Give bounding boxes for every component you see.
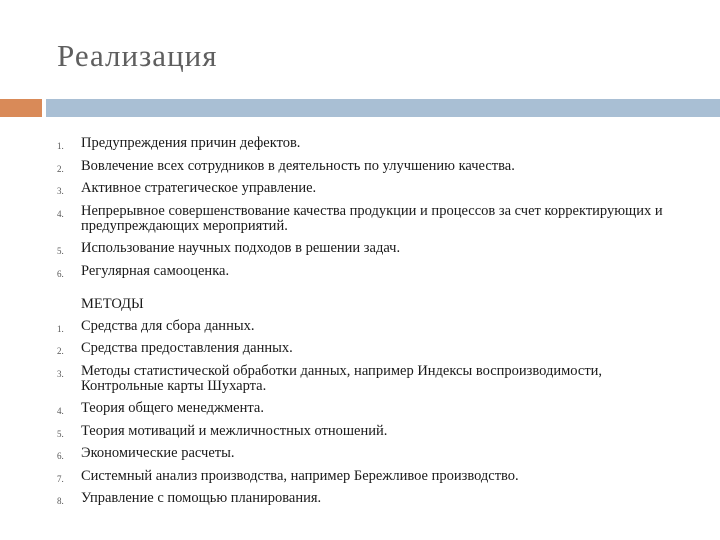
list-item: [0, 204, 720, 234]
list-item: [0, 401, 720, 416]
title-divider-bar: [46, 99, 720, 117]
list-item-text: Вовлечение всех сотрудников в деятельность по улучшению качества.: [81, 157, 515, 174]
list-item: [0, 469, 720, 484]
list-number: 2.: [57, 163, 64, 174]
list-item: [0, 181, 720, 196]
list-item-text: Активное стратегическое управление.: [81, 180, 317, 196]
slide-content: [0, 136, 720, 514]
list-item-text: Теория общего менеджмента.: [81, 400, 264, 416]
list-item: [0, 159, 720, 174]
list-item-text: Непрерывное совершенствование качества продукции и процессов за счет корректирующих и предупреждающих мероприятий.: [81, 202, 663, 234]
list-item-text: Использование научных подходов в решении задач.: [81, 240, 401, 256]
list-item-text: Экономические расчеты.: [81, 445, 235, 461]
list-number: 4.: [57, 208, 64, 219]
list-item: [0, 341, 720, 356]
slide-title: Реализация: [57, 38, 218, 73]
list-item-text: Предупреждения причин дефектов.: [81, 135, 301, 151]
list-number: 5.: [57, 428, 64, 439]
list-item: [0, 264, 720, 279]
list-item: [0, 319, 720, 334]
principles-list: [0, 136, 720, 279]
methods-list: [0, 319, 720, 507]
list-item-text: Средства для сбора данных.: [81, 317, 255, 334]
list-item-text: Средства предоставления данных.: [81, 340, 293, 356]
title-accent-bar: [0, 99, 42, 117]
list-item-text: Регулярная самооценка.: [81, 262, 230, 279]
list-number: 8.: [57, 496, 64, 506]
list-number: 2.: [57, 346, 64, 356]
list-number: 1.: [57, 141, 64, 151]
list-item: [0, 446, 720, 461]
list-item: [0, 491, 720, 506]
list-number: 5.: [57, 246, 64, 256]
list-number: 6.: [57, 268, 64, 279]
list-item: [0, 136, 720, 151]
list-item-text: Управление с помощью планирования.: [81, 490, 322, 506]
list-item: [0, 424, 720, 439]
list-number: 3.: [57, 368, 64, 379]
list-item-text: Методы статистической обработки данных, например Индексы воспроизводимости, Контрольные карты Шухарта.: [81, 362, 603, 394]
list-number: 1.: [57, 323, 64, 334]
list-item-text: Системный анализ производства, например Бережливое производство.: [81, 467, 519, 484]
list-number: 3.: [57, 186, 64, 196]
list-item: [0, 364, 720, 394]
list-item-text: Теория мотиваций и межличностных отношений.: [81, 422, 388, 439]
list-number: 4.: [57, 406, 64, 416]
list-number: 6.: [57, 451, 64, 461]
list-item: [0, 241, 720, 256]
list-number: 7.: [57, 473, 64, 484]
methods-heading: МЕТОДЫ: [81, 295, 144, 312]
